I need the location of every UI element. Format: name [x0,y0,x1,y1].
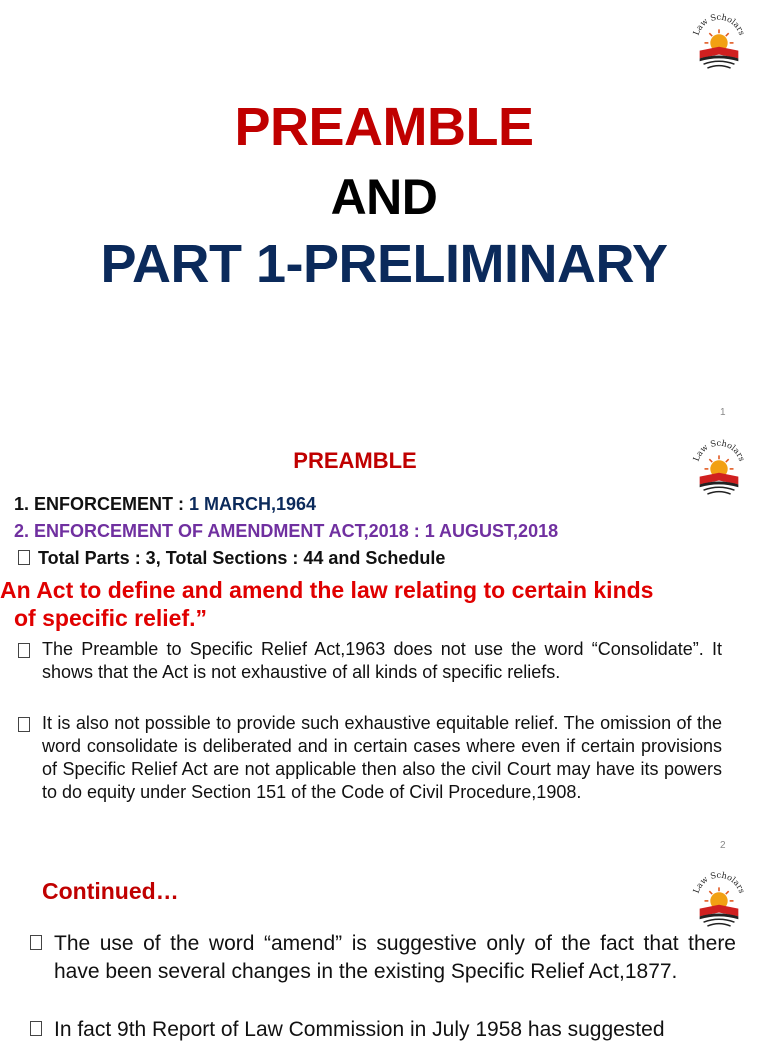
title-part-1: PART 1-PRELIMINARY [100,234,668,294]
svg-text:Law Scholars: Law Scholars [690,869,748,895]
page-number: 1 [720,407,726,418]
bullet-consolidate [18,638,722,684]
law-scholars-logo-icon [690,866,748,930]
bullet-box-icon [18,717,30,732]
bullet-equitable-relief [18,712,722,804]
enforcement-date: 1 MARCH,1964 [189,494,317,514]
svg-text:Law Scholars: Law Scholars [690,437,748,463]
quote-line-1: An Act to define and amend the law relating to certain kinds [0,577,654,603]
title-preamble: PREAMBLE [234,97,534,157]
page-number: 2 [720,840,726,851]
bullet-amend [30,930,736,986]
parts-text: Total Parts : 3, Total Sections : 44 and Schedule [38,548,446,568]
slide-3 [0,856,768,1041]
bullet-box-icon [30,1021,42,1036]
title-and: AND [330,169,438,225]
bullet-box-icon [30,935,42,950]
enforcement-label: 1. ENFORCEMENT : [14,494,190,514]
bullet-text: It is also not possible to provide such exhaustive equitable relief. The omission of the word consolidate is deliberated and in certain cases where even if certain provisions of Specific Relief Act are not applicable then also the civil Court may have its powers to do equity under Section 151 of the Code of Civil Procedure,1908. [42,713,722,802]
svg-text:Law Scholars: Law Scholars [690,11,748,37]
slide-1 [0,0,768,424]
bullet-text: The use of the word “amend” is suggestive only of the fact that there have been several changes in the existing Specific Relief Act,1877. [54,932,736,983]
law-scholars-logo-icon [690,8,748,72]
slide-2 [0,424,768,856]
amendment-line: 2. ENFORCEMENT OF AMENDMENT ACT,2018 : 1 AUGUST,2018 [14,521,559,541]
bullet-law-commission [30,1016,736,1044]
quote-line-2: of specific relief.” [14,605,208,631]
bullet-text: The Preamble to Specific Relief Act,1963 does not use the word “Consolidate”. It shows that the Act is not exhaustive of all kinds of specific reliefs. [42,639,722,682]
bullet-box-icon [18,550,30,565]
section-heading: Continued… [42,878,179,904]
section-heading: PREAMBLE [293,448,417,473]
law-scholars-logo [690,8,748,72]
act-quote [0,576,730,632]
bullet-text: In fact 9th Report of Law Commission in July 1958 has suggested [54,1018,665,1041]
bullet-box-icon [18,643,30,658]
enforcement-line [14,494,316,515]
law-scholars-logo [690,866,748,930]
parts-line [18,548,445,569]
